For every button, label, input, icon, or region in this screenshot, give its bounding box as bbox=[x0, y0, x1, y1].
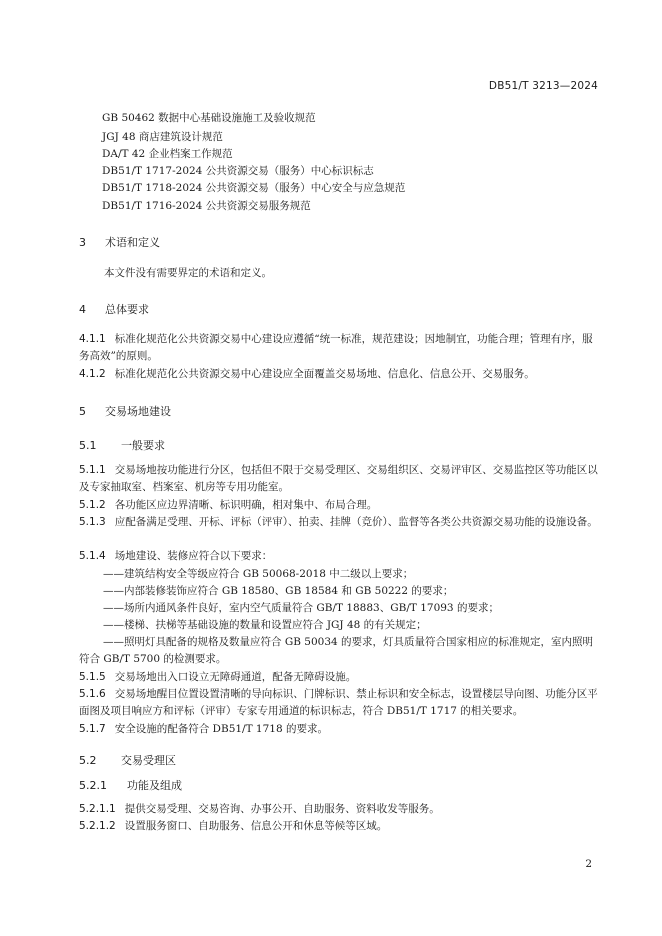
clause-5-1-3 bbox=[79, 514, 601, 531]
clause-text: 场地建设、装修应符合以下要求： bbox=[114, 550, 273, 562]
section-number: 3 bbox=[79, 236, 86, 249]
clause-text: 交易场地醒目位置设置清晰的导向标识、门牌标识、禁止标识和安全标志，设置楼层导向图、功能分区平面图及项目响应方和评标（评审）专家专用通道的标识标志，符合 DB51/T 1717 的相关要求。 bbox=[79, 688, 598, 717]
clause-number: 5.1.2 bbox=[79, 499, 106, 511]
reference-item: DB51/T 1717-2024 公共资源交易（服务）中心标识标志 bbox=[102, 165, 374, 177]
reference-item: DB51/T 1718-2024 公共资源交易（服务）中心安全与应急规范 bbox=[102, 182, 406, 194]
reference-item: DA/T 42 企业档案工作规范 bbox=[102, 148, 233, 160]
subsection-heading-5-1 bbox=[79, 437, 165, 453]
section-heading-4 bbox=[79, 301, 149, 317]
section-title: 总体要求 bbox=[105, 303, 149, 316]
document-code: DB51/T 3213—2024 bbox=[488, 80, 598, 92]
clause-number: 5.1.7 bbox=[79, 723, 106, 735]
section-heading-3 bbox=[79, 234, 160, 250]
section-title: 交易场地建设 bbox=[105, 405, 171, 418]
clause-number: 4.1.2 bbox=[79, 368, 106, 380]
section-body: 本文件没有需要界定的术语和定义。 bbox=[104, 267, 272, 279]
page-number: 2 bbox=[585, 858, 592, 870]
section-number: 4 bbox=[79, 303, 86, 316]
subsection-title: 交易受理区 bbox=[121, 754, 176, 767]
requirement-list-item: ——建筑结构安全等级应符合 GB 50068-2018 中二级以上要求； bbox=[103, 568, 414, 580]
reference-item: GB 50462 数据中心基础设施施工及验收规范 bbox=[102, 112, 316, 124]
clause-5-1-5 bbox=[79, 669, 601, 686]
clause-text: 各功能区应边界清晰、标识明确，相对集中、布局合理。 bbox=[114, 499, 378, 511]
clause-number: 5.2.1.2 bbox=[79, 820, 116, 832]
clause-4-1-1 bbox=[79, 331, 601, 365]
clause-5-1-1 bbox=[79, 462, 601, 496]
clause-number: 5.1.1 bbox=[79, 464, 106, 476]
clause-5-2-1-1 bbox=[79, 801, 601, 818]
clause-number: 4.1.1 bbox=[79, 333, 106, 345]
subsubsection-title: 功能及组成 bbox=[127, 779, 182, 792]
requirement-list-item: ——内部装修装饰应符合 GB 18580、GB 18584 和 GB 50222 的要求； bbox=[103, 585, 454, 597]
clause-number: 5.1.6 bbox=[79, 688, 106, 700]
clause-5-1-4 bbox=[79, 548, 601, 565]
clause-number: 5.1.3 bbox=[79, 516, 106, 528]
clause-number: 5.1.5 bbox=[79, 671, 106, 683]
clause-text: 交易场地按功能进行分区，包括但不限于交易受理区、交易组织区、交易评审区、交易监控区等功能区以及专家抽取室、档案室、机房等专用功能室。 bbox=[79, 464, 598, 493]
reference-item: JGJ 48 商店建筑设计规范 bbox=[102, 131, 223, 143]
clause-4-1-2 bbox=[79, 366, 601, 383]
section-number: 5 bbox=[79, 405, 86, 418]
subsection-title: 一般要求 bbox=[121, 439, 165, 452]
reference-item: DB51/T 1716-2024 公共资源交易服务规范 bbox=[102, 200, 311, 212]
clause-5-2-1-2 bbox=[79, 818, 601, 835]
requirement-list-item: ——场所内通风条件良好，室内空气质量符合 GB/T 18883、GB/T 17093 的要求； bbox=[103, 602, 499, 614]
section-heading-5 bbox=[79, 403, 171, 419]
clause-text: 应配备满足受理、开标、评标（评审）、拍卖、挂牌（竞价）、监督等各类公共资源交易功能的设施设备。 bbox=[114, 516, 598, 528]
clause-text: 标准化规范化公共资源交易中心建设应遵循“统一标准，规范建设；因地制宜，功能合理；管理有序，服务高效”的原则。 bbox=[79, 333, 593, 362]
clause-5-1-7 bbox=[79, 721, 601, 738]
clause-text: 安全设施的配备符合 DB51/T 1718 的要求。 bbox=[114, 723, 328, 735]
requirement-list-item: ——楼梯、扶梯等基础设施的数量和设置应符合 JGJ 48 的有关规定； bbox=[103, 619, 427, 631]
section-title: 术语和定义 bbox=[105, 236, 160, 249]
clause-text: 交易场地出入口设立无障碍通道，配备无障碍设施。 bbox=[114, 671, 357, 683]
clause-text: 设置服务窗口、自助服务、信息公开和休息等候等区域。 bbox=[124, 820, 388, 832]
subsection-heading-5-2 bbox=[79, 752, 176, 768]
clause-text: 提供交易受理、交易咨询、办事公开、自助服务、资料收发等服务。 bbox=[124, 803, 440, 815]
clause-number: 5.2.1.1 bbox=[79, 803, 116, 815]
subsubsection-heading-5-2-1 bbox=[79, 777, 182, 793]
subsection-number: 5.1 bbox=[79, 439, 97, 452]
subsubsection-number: 5.2.1 bbox=[79, 779, 107, 792]
subsection-number: 5.2 bbox=[79, 754, 97, 767]
clause-number: 5.1.4 bbox=[79, 550, 106, 562]
requirement-list-item: ——照明灯具配备的规格及数量应符合 GB 50034 的要求，灯具质量符合国家相应的标准规定，室内照明符合 GB/T 5700 的检测要求。 bbox=[79, 636, 594, 665]
clause-5-1-2 bbox=[79, 497, 601, 514]
clause-5-1-6 bbox=[79, 686, 601, 720]
clause-text: 标准化规范化公共资源交易中心建设应全面覆盖交易场地、信息化、信息公开、交易服务。 bbox=[114, 368, 535, 380]
